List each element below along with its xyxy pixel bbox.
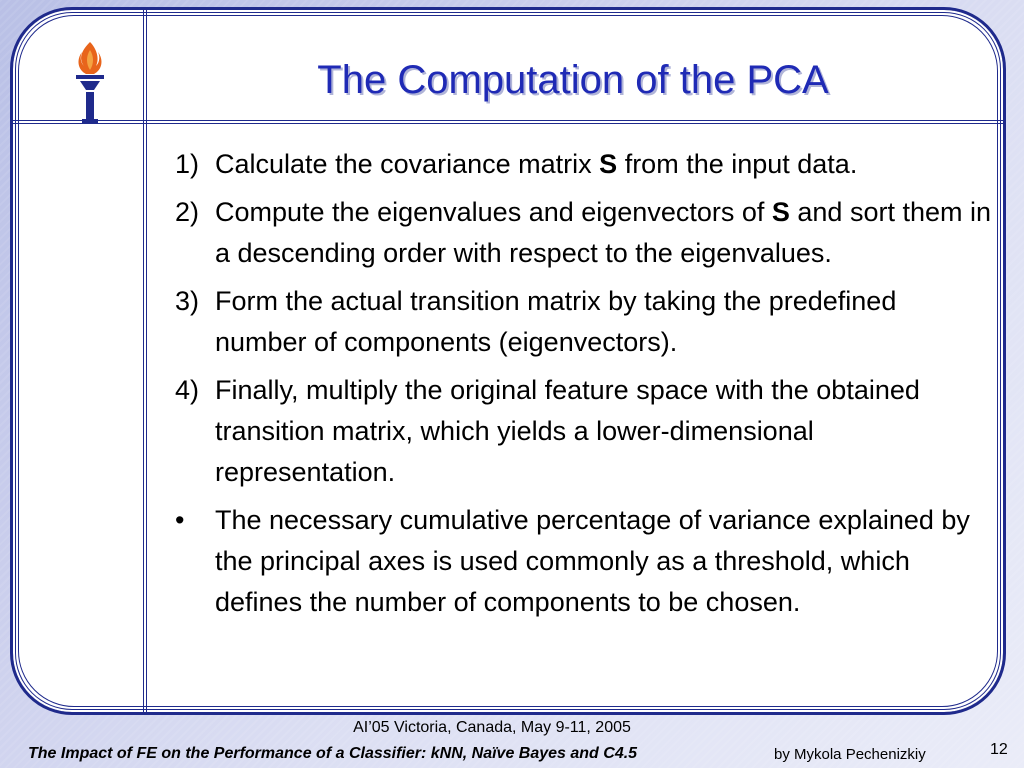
list-item-text: Form the actual transition matrix by taking the predefined number of components (eigenvectors). bbox=[215, 286, 897, 357]
list-item-text: Calculate the covariance matrix S from the input data. bbox=[215, 149, 858, 179]
list-item-text: Compute the eigenvalues and eigenvectors of S and sort them in a descending order with respect to the eigenvalues. bbox=[215, 197, 991, 268]
list-marker: 4) bbox=[175, 375, 200, 405]
list-item bbox=[165, 144, 995, 185]
list-marker: 1) bbox=[175, 149, 200, 179]
list-item-text: The necessary cumulative percentage of variance explained by the principal axes is used commonly as a threshold, which defines the number of components to be chosen. bbox=[215, 505, 970, 617]
slide-content bbox=[165, 144, 995, 630]
slide-title: The Computation of the PCA bbox=[317, 58, 829, 102]
list-item bbox=[165, 370, 995, 493]
footer-event: AI’05 Victoria, Canada, May 9-11, 2005 bbox=[353, 719, 631, 736]
page-number: 12 bbox=[990, 741, 1008, 758]
horizontal-divider bbox=[13, 120, 1003, 124]
list-item bbox=[165, 192, 995, 274]
torch-logo-icon bbox=[70, 40, 110, 124]
vertical-divider bbox=[143, 10, 147, 712]
footer-author: by Mykola Pechenizkiy bbox=[774, 746, 926, 763]
list-marker: 2) bbox=[175, 197, 200, 227]
bullet-marker: • bbox=[175, 505, 185, 535]
list-item-text: Finally, multiply the original feature space with the obtained transition matrix, which yields a lower-dimensional representation. bbox=[215, 375, 920, 487]
list-marker: 3) bbox=[175, 286, 200, 316]
slide-frame bbox=[10, 7, 1006, 715]
list-item bbox=[165, 500, 995, 623]
list-item bbox=[165, 281, 995, 363]
footer-paper-title: The Impact of FE on the Performance of a Classifier: kNN, Naïve Bayes and C4.5 bbox=[28, 745, 638, 762]
